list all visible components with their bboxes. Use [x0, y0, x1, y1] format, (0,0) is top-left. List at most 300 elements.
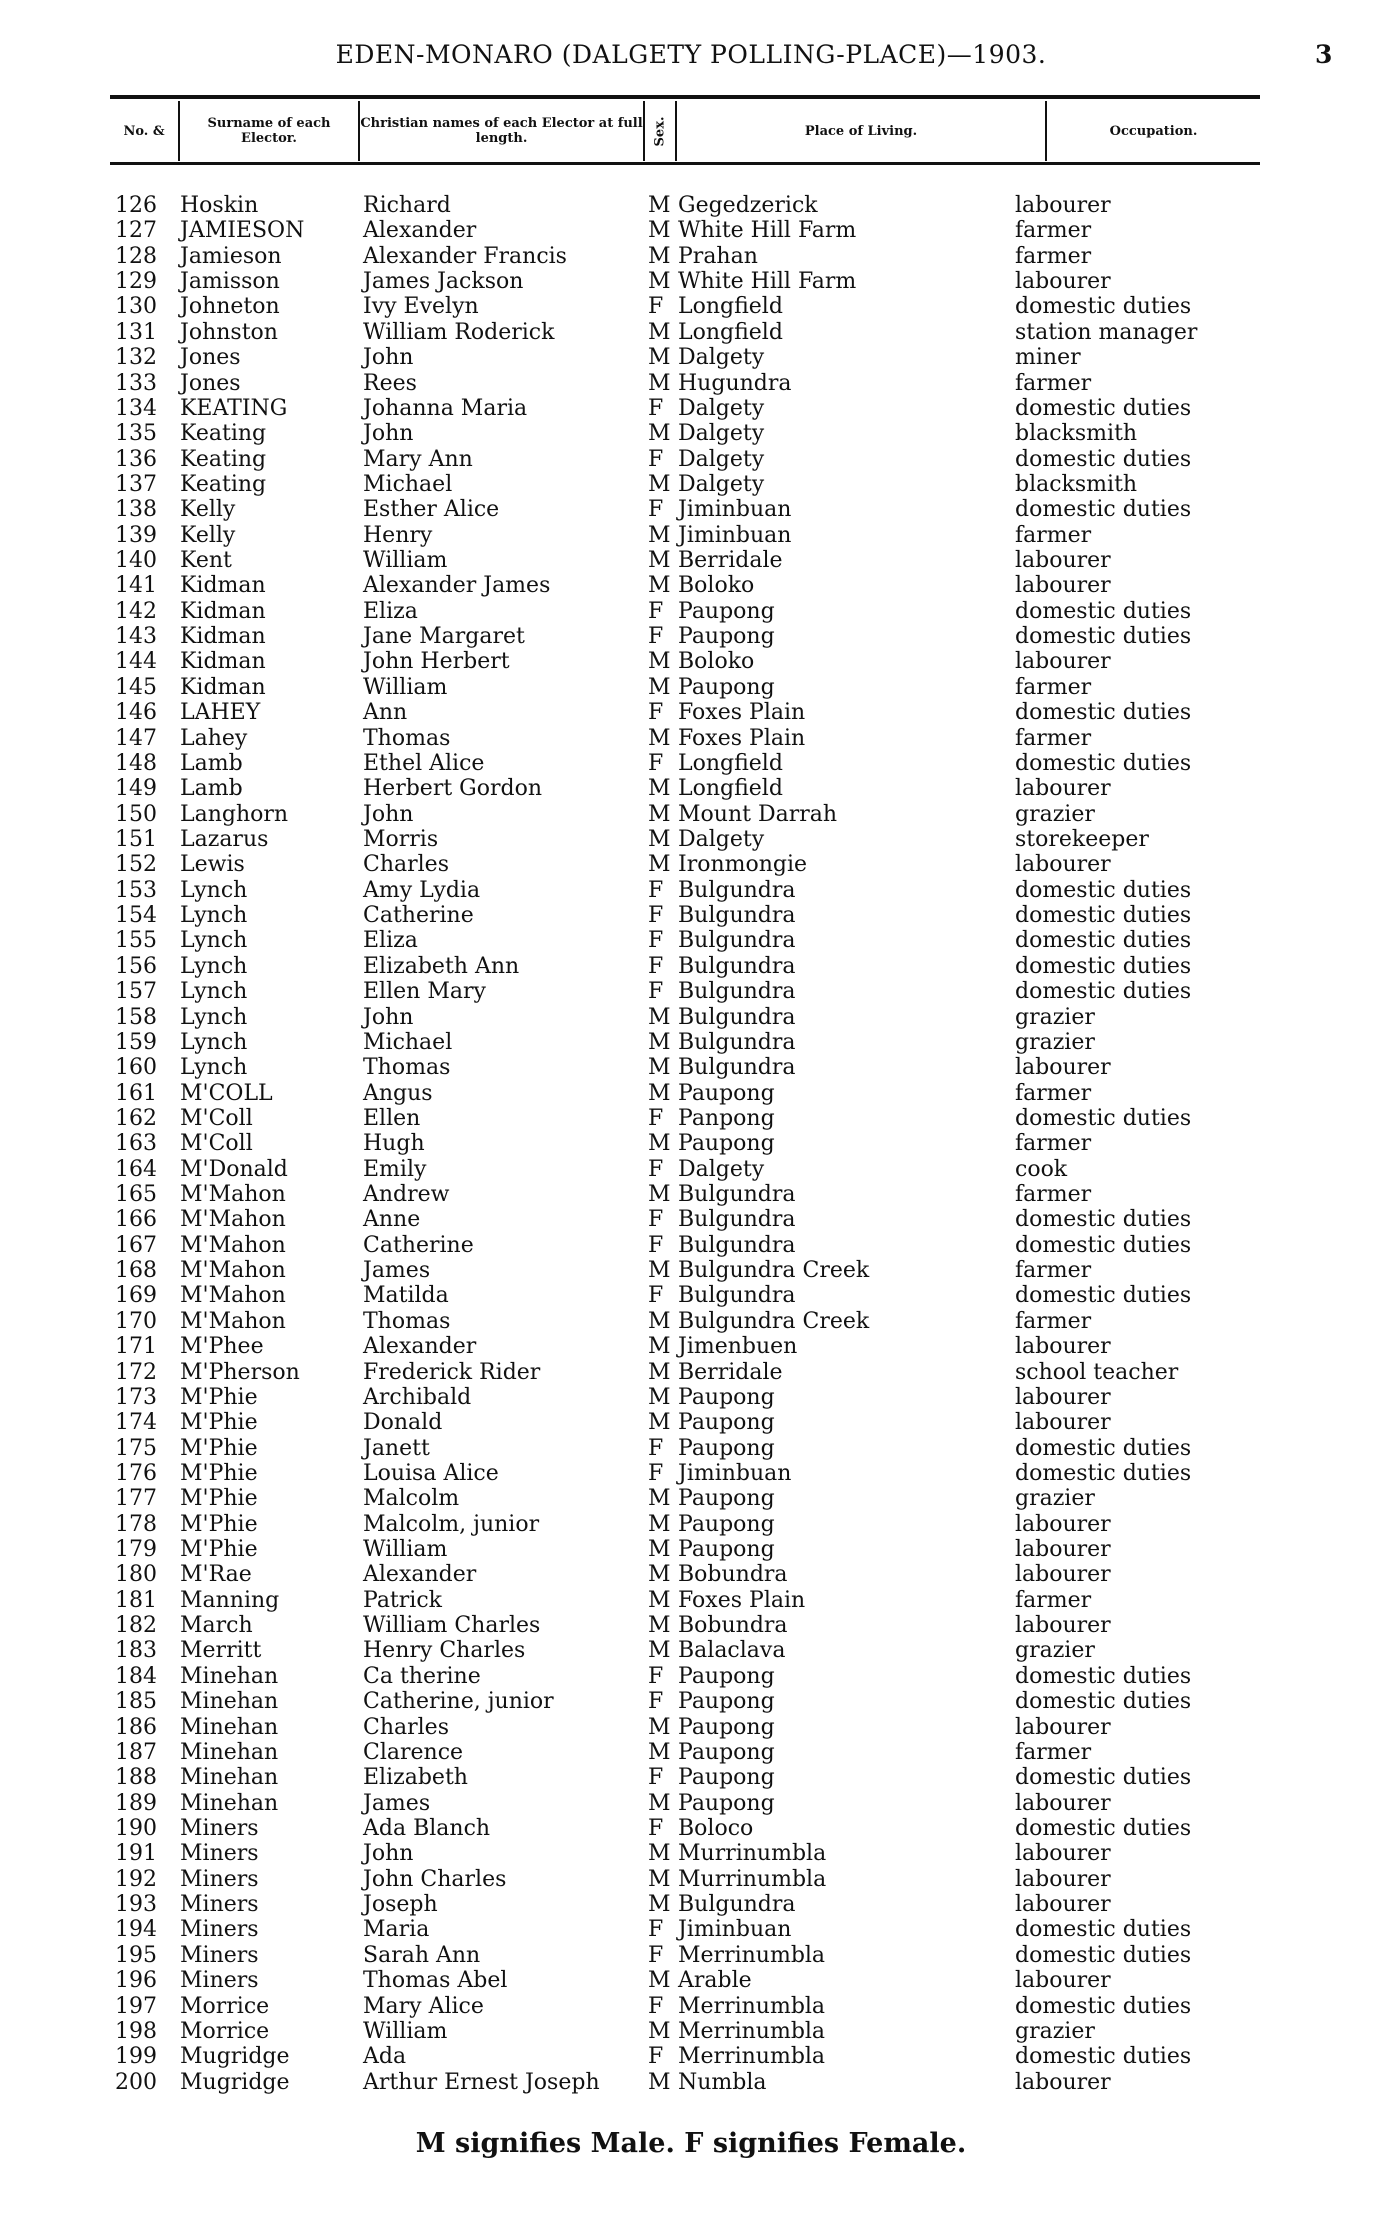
elector-row — [0, 1334, 1382, 1359]
row-christian-names: Richard — [363, 193, 451, 218]
row-occupation: domestic duties — [1015, 1689, 1192, 1715]
row-place-of-living: Dalgety — [678, 471, 765, 497]
row-place-of-living: Jimenbuen — [678, 1334, 798, 1360]
row-sex: F — [648, 1105, 664, 1131]
row-occupation: blacksmith — [1015, 421, 1138, 447]
row-occupation: domestic duties — [1015, 1993, 1192, 2019]
header-no: No. & — [110, 101, 180, 161]
elector-row — [0, 1664, 1382, 1689]
row-number: 157 — [115, 979, 157, 1005]
row-place-of-living: Berridale — [678, 548, 783, 574]
row-occupation: labourer — [1015, 852, 1111, 878]
row-number: 135 — [115, 421, 157, 447]
row-christian-names: Hugh — [363, 1131, 425, 1157]
row-place-of-living: Longfield — [678, 750, 783, 776]
row-sex: M — [648, 1587, 671, 1613]
elector-row — [0, 371, 1382, 396]
row-sex: F — [648, 1207, 664, 1233]
row-number: 159 — [115, 1029, 157, 1055]
row-occupation: domestic duties — [1015, 928, 1192, 954]
row-christian-names: Ellen — [363, 1105, 421, 1131]
row-number: 187 — [115, 1739, 157, 1765]
row-surname: M'Phie — [180, 1435, 258, 1461]
row-christian-names: Mary Ann — [363, 446, 473, 472]
row-occupation: domestic duties — [1015, 598, 1192, 624]
row-sex: F — [648, 598, 664, 624]
row-number: 160 — [115, 1055, 157, 1081]
row-sex: M — [648, 1486, 671, 1512]
row-christian-names: Alexander — [363, 1334, 477, 1360]
row-sex: F — [648, 1435, 664, 1461]
row-occupation: farmer — [1015, 1587, 1092, 1613]
row-surname: Lewis — [180, 852, 245, 878]
header-place-of-living: Place of Living. — [677, 101, 1047, 161]
row-place-of-living: Paupong — [678, 1790, 775, 1816]
row-occupation: farmer — [1015, 725, 1092, 751]
row-surname: Lamb — [180, 776, 243, 802]
row-christian-names: John — [363, 1841, 414, 1867]
elector-row — [0, 979, 1382, 1004]
row-sex: M — [648, 1384, 671, 1410]
row-number: 191 — [115, 1841, 157, 1867]
row-surname: Minehan — [180, 1663, 279, 1689]
row-number: 140 — [115, 548, 157, 574]
elector-row — [0, 1258, 1382, 1283]
row-place-of-living: Paupong — [678, 1410, 775, 1436]
elector-row — [0, 1131, 1382, 1156]
row-number: 172 — [115, 1359, 157, 1385]
row-surname: March — [180, 1613, 253, 1639]
row-christian-names: Matilda — [363, 1283, 449, 1309]
row-christian-names: Herbert Gordon — [363, 776, 543, 802]
row-surname: M'Mahon — [180, 1283, 286, 1309]
row-number: 177 — [115, 1486, 157, 1512]
row-christian-names: Johanna Maria — [363, 395, 528, 421]
row-occupation: labourer — [1015, 573, 1111, 599]
row-occupation: farmer — [1015, 674, 1092, 700]
row-surname: Kent — [180, 548, 232, 574]
row-place-of-living: Paupong — [678, 1511, 775, 1537]
row-number: 130 — [115, 294, 157, 320]
row-number: 139 — [115, 522, 157, 548]
row-place-of-living: Longfield — [678, 294, 783, 320]
row-sex: F — [648, 700, 664, 726]
row-occupation: station manager — [1015, 319, 1198, 345]
row-occupation: domestic duties — [1015, 1460, 1192, 1486]
row-sex: F — [648, 1816, 664, 1841]
row-number: 142 — [115, 598, 157, 624]
row-occupation: miner — [1015, 345, 1081, 371]
row-occupation: labourer — [1015, 776, 1111, 802]
row-christian-names: Michael — [363, 471, 453, 497]
row-occupation: farmer — [1015, 522, 1092, 548]
elector-row — [0, 751, 1382, 776]
row-sex: M — [648, 2069, 671, 2095]
row-occupation: grazier — [1015, 1486, 1095, 1512]
row-surname: Kelly — [180, 497, 236, 523]
header-rule-bottom — [110, 162, 1260, 165]
row-sex: F — [648, 395, 664, 421]
row-christian-names: Malcolm — [363, 1486, 460, 1512]
row-sex: F — [648, 1993, 664, 2019]
row-place-of-living: Longfield — [678, 776, 783, 802]
row-number: 138 — [115, 497, 157, 523]
row-occupation: farmer — [1015, 370, 1092, 396]
row-christian-names: William — [363, 1537, 448, 1563]
row-surname: Manning — [180, 1587, 280, 1613]
row-surname: Miners — [180, 1816, 259, 1841]
row-occupation: domestic duties — [1015, 1816, 1192, 1841]
row-christian-names: Anne — [363, 1207, 421, 1233]
row-place-of-living: Bulgundra — [678, 1892, 796, 1918]
row-sex: M — [648, 370, 671, 396]
row-number: 179 — [115, 1537, 157, 1563]
row-sex: M — [648, 1866, 671, 1892]
row-occupation: blacksmith — [1015, 471, 1138, 497]
row-sex: M — [648, 522, 671, 548]
row-christian-names: Catherine — [363, 903, 474, 929]
row-sex: M — [648, 1029, 671, 1055]
elector-row — [0, 1917, 1382, 1942]
row-place-of-living: Hugundra — [678, 370, 792, 396]
row-number: 127 — [115, 218, 157, 244]
row-place-of-living: Paupong — [678, 1689, 775, 1715]
row-sex: F — [648, 1689, 664, 1715]
row-place-of-living: Bulgundra — [678, 1232, 796, 1258]
row-christian-names: Alexander — [363, 218, 477, 244]
row-surname: M'Rae — [180, 1562, 252, 1588]
row-christian-names: Donald — [363, 1410, 443, 1436]
row-number: 154 — [115, 903, 157, 929]
elector-row — [0, 903, 1382, 928]
elector-row — [0, 472, 1382, 497]
elector-row — [0, 1740, 1382, 1765]
elector-row — [0, 1588, 1382, 1613]
row-surname: Miners — [180, 1968, 259, 1994]
row-surname: M'Coll — [180, 1131, 253, 1157]
row-sex: M — [648, 421, 671, 447]
row-christian-names: Janett — [363, 1435, 430, 1461]
row-occupation: farmer — [1015, 1258, 1092, 1284]
row-occupation: farmer — [1015, 1739, 1092, 1765]
row-surname: Morrice — [180, 2018, 270, 2044]
row-place-of-living: Bulgundra — [678, 1055, 796, 1081]
row-number: 195 — [115, 1942, 157, 1968]
elector-row — [0, 1562, 1382, 1587]
row-surname: Kidman — [180, 598, 266, 624]
row-number: 151 — [115, 826, 157, 852]
row-christian-names: Patrick — [363, 1587, 442, 1613]
row-place-of-living: Merrinumbla — [678, 2044, 826, 2070]
row-sex: M — [648, 548, 671, 574]
row-number: 197 — [115, 1993, 157, 2019]
row-surname: Lamb — [180, 750, 243, 776]
row-christian-names: William — [363, 2018, 448, 2044]
row-number: 155 — [115, 928, 157, 954]
row-occupation: domestic duties — [1015, 1283, 1192, 1309]
elector-row — [0, 675, 1382, 700]
row-sex: M — [648, 725, 671, 751]
row-place-of-living: Boloko — [678, 573, 755, 599]
row-surname: Jones — [180, 370, 241, 396]
row-occupation: domestic duties — [1015, 1942, 1192, 1968]
row-place-of-living: Dalgety — [678, 826, 765, 852]
row-occupation: labourer — [1015, 1410, 1111, 1436]
elector-row — [0, 269, 1382, 294]
row-surname: Minehan — [180, 1689, 279, 1715]
row-occupation: labourer — [1015, 649, 1111, 675]
elector-row — [0, 1765, 1382, 1790]
row-number: 132 — [115, 345, 157, 371]
row-sex: M — [648, 649, 671, 675]
row-sex: F — [648, 1232, 664, 1258]
row-number: 176 — [115, 1460, 157, 1486]
row-surname: Kidman — [180, 649, 266, 675]
row-number: 170 — [115, 1308, 157, 1334]
row-occupation: labourer — [1015, 1866, 1111, 1892]
elector-row — [0, 294, 1382, 319]
footnote: M signifies Male. F signifies Female. — [415, 2128, 967, 2159]
row-occupation: labourer — [1015, 1892, 1111, 1918]
row-christian-names: Ethel Alice — [363, 750, 485, 776]
row-surname: Miners — [180, 1866, 259, 1892]
row-christian-names: John — [363, 801, 414, 827]
row-place-of-living: Paupong — [678, 624, 775, 650]
row-occupation: domestic duties — [1015, 953, 1192, 979]
row-number: 183 — [115, 1638, 157, 1664]
row-christian-names: Mary Alice — [363, 1993, 484, 2019]
row-christian-names: Amy Lydia — [363, 877, 481, 903]
elector-row — [0, 700, 1382, 725]
row-number: 165 — [115, 1182, 157, 1208]
row-number: 167 — [115, 1232, 157, 1258]
header-surname: Surname of each Elector. — [180, 101, 360, 161]
elector-row — [0, 1715, 1382, 1740]
row-place-of-living: Jiminbuan — [678, 1917, 792, 1943]
row-place-of-living: Paupong — [678, 598, 775, 624]
elector-row — [0, 421, 1382, 446]
elector-row — [0, 1816, 1382, 1841]
row-place-of-living: Merrinumbla — [678, 1942, 826, 1968]
row-christian-names: James — [363, 1258, 431, 1284]
row-number: 164 — [115, 1156, 157, 1182]
row-christian-names: John Charles — [363, 1866, 507, 1892]
elector-row — [0, 1309, 1382, 1334]
row-christian-names: Charles — [363, 1714, 449, 1740]
row-sex: M — [648, 826, 671, 852]
row-occupation: domestic duties — [1015, 446, 1192, 472]
row-christian-names: Morris — [363, 826, 439, 852]
row-place-of-living: Boloko — [678, 649, 755, 675]
row-place-of-living: Numbla — [678, 2069, 767, 2095]
header-occupation: Occupation. — [1109, 123, 1198, 139]
row-number: 166 — [115, 1207, 157, 1233]
row-sex: M — [648, 1258, 671, 1284]
row-place-of-living: Paupong — [678, 1080, 775, 1106]
row-occupation: grazier — [1015, 1029, 1095, 1055]
row-surname: Mugridge — [180, 2069, 290, 2095]
row-sex: F — [648, 979, 664, 1005]
row-sex: M — [648, 776, 671, 802]
row-christian-names: John Herbert — [363, 649, 510, 675]
row-occupation: storekeeper — [1015, 826, 1149, 852]
row-sex: M — [648, 674, 671, 700]
row-number: 194 — [115, 1917, 157, 1943]
row-place-of-living: Jiminbuan — [678, 497, 792, 523]
elector-row — [0, 193, 1382, 218]
row-place-of-living: Prahan — [678, 243, 758, 269]
row-number: 148 — [115, 750, 157, 776]
row-christian-names: Ca therine — [363, 1663, 481, 1689]
row-sex: F — [648, 928, 664, 954]
row-place-of-living: Dalgety — [678, 395, 765, 421]
row-occupation: domestic duties — [1015, 1105, 1192, 1131]
row-surname: M'Mahon — [180, 1207, 286, 1233]
elector-row — [0, 1385, 1382, 1410]
row-surname: Johneton — [180, 294, 280, 320]
row-sex: M — [648, 1537, 671, 1563]
row-place-of-living: Bulgundra — [678, 1029, 796, 1055]
row-place-of-living: Bulgundra — [678, 1182, 796, 1208]
row-sex: F — [648, 497, 664, 523]
row-place-of-living: Paupong — [678, 1663, 775, 1689]
row-surname: M'Phie — [180, 1511, 258, 1537]
row-number: 182 — [115, 1613, 157, 1639]
elector-row — [0, 1233, 1382, 1258]
row-christian-names: Thomas — [363, 1055, 451, 1081]
row-occupation: domestic duties — [1015, 395, 1192, 421]
row-christian-names: Ivy Evelyn — [363, 294, 479, 320]
elector-row — [0, 244, 1382, 269]
row-place-of-living: Bobundra — [678, 1562, 788, 1588]
row-place-of-living: White Hill Farm — [678, 269, 857, 295]
elector-row — [0, 2044, 1382, 2069]
row-sex: M — [648, 573, 671, 599]
row-christian-names: John — [363, 1004, 414, 1030]
row-place-of-living: Bobundra — [678, 1613, 788, 1639]
row-surname: Hoskin — [180, 193, 259, 218]
row-number: 147 — [115, 725, 157, 751]
row-number: 137 — [115, 471, 157, 497]
row-surname: M'Phie — [180, 1410, 258, 1436]
row-sex: M — [648, 801, 671, 827]
row-surname: Keating — [180, 421, 267, 447]
row-place-of-living: Paupong — [678, 1486, 775, 1512]
row-occupation: labourer — [1015, 1334, 1111, 1360]
row-number: 192 — [115, 1866, 157, 1892]
row-number: 131 — [115, 319, 157, 345]
row-surname: KEATING — [180, 395, 288, 421]
row-sex: F — [648, 2044, 664, 2070]
row-place-of-living: Paupong — [678, 674, 775, 700]
row-christian-names: Frederick Rider — [363, 1359, 541, 1385]
row-christian-names: Eliza — [363, 598, 418, 624]
elector-row — [0, 1207, 1382, 1232]
row-surname: Lynch — [180, 953, 248, 979]
row-surname: M'Mahon — [180, 1182, 286, 1208]
row-sex: M — [648, 1714, 671, 1740]
row-sex: M — [648, 1511, 671, 1537]
row-sex: M — [648, 1080, 671, 1106]
row-sex: M — [648, 1131, 671, 1157]
row-place-of-living: Murrinumbla — [678, 1866, 827, 1892]
row-occupation: farmer — [1015, 1080, 1092, 1106]
row-occupation: labourer — [1015, 1511, 1111, 1537]
row-christian-names: Andrew — [363, 1182, 450, 1208]
row-occupation: labourer — [1015, 1790, 1111, 1816]
row-surname: Lynch — [180, 1004, 248, 1030]
row-surname: Keating — [180, 446, 267, 472]
elector-row — [0, 1360, 1382, 1385]
row-surname: Minehan — [180, 1714, 279, 1740]
row-sex: F — [648, 1663, 664, 1689]
row-christian-names: Elizabeth — [363, 1765, 468, 1791]
row-place-of-living: Gegedzerick — [678, 193, 818, 218]
row-christian-names: Ellen Mary — [363, 979, 486, 1005]
row-occupation: domestic duties — [1015, 294, 1192, 320]
row-place-of-living: Arable — [678, 1968, 752, 1994]
row-surname: Merritt — [180, 1638, 262, 1664]
elector-row — [0, 1081, 1382, 1106]
elector-row — [0, 1994, 1382, 2019]
row-number: 128 — [115, 243, 157, 269]
row-surname: Lahey — [180, 725, 248, 751]
row-christian-names: Emily — [363, 1156, 427, 1182]
header-sex — [645, 101, 677, 161]
row-christian-names: James Jackson — [363, 269, 524, 295]
row-place-of-living: Paupong — [678, 1435, 775, 1461]
row-christian-names: Henry — [363, 522, 433, 548]
row-surname: Keating — [180, 471, 267, 497]
elector-list — [0, 193, 1382, 2095]
row-number: 143 — [115, 624, 157, 650]
row-surname: M'Mahon — [180, 1308, 286, 1334]
row-number: 156 — [115, 953, 157, 979]
elector-row — [0, 1638, 1382, 1663]
row-number: 129 — [115, 269, 157, 295]
elector-row — [0, 878, 1382, 903]
row-sex: M — [648, 1004, 671, 1030]
row-surname: Jamieson — [180, 243, 282, 269]
column-header-row — [110, 101, 1260, 161]
elector-row — [0, 447, 1382, 472]
row-number: 175 — [115, 1435, 157, 1461]
row-sex: M — [648, 1613, 671, 1639]
row-christian-names: Alexander — [363, 1562, 477, 1588]
row-number: 136 — [115, 446, 157, 472]
row-occupation: cook — [1015, 1156, 1068, 1182]
row-occupation: labourer — [1015, 1384, 1111, 1410]
row-surname: Minehan — [180, 1765, 279, 1791]
elector-row — [0, 1486, 1382, 1511]
elector-row — [0, 928, 1382, 953]
row-number: 152 — [115, 852, 157, 878]
row-sex: F — [648, 624, 664, 650]
row-number: 171 — [115, 1334, 157, 1360]
row-christian-names: William Roderick — [363, 319, 555, 345]
row-christian-names: Clarence — [363, 1739, 464, 1765]
row-sex: M — [648, 1055, 671, 1081]
row-place-of-living: Foxes Plain — [678, 700, 806, 726]
row-sex: M — [648, 1790, 671, 1816]
row-place-of-living: Dalgety — [678, 1156, 765, 1182]
row-number: 185 — [115, 1689, 157, 1715]
row-occupation: farmer — [1015, 218, 1092, 244]
elector-row — [0, 1030, 1382, 1055]
row-place-of-living: Paupong — [678, 1765, 775, 1791]
row-surname: Jones — [180, 345, 241, 371]
row-occupation: labourer — [1015, 1968, 1111, 1994]
